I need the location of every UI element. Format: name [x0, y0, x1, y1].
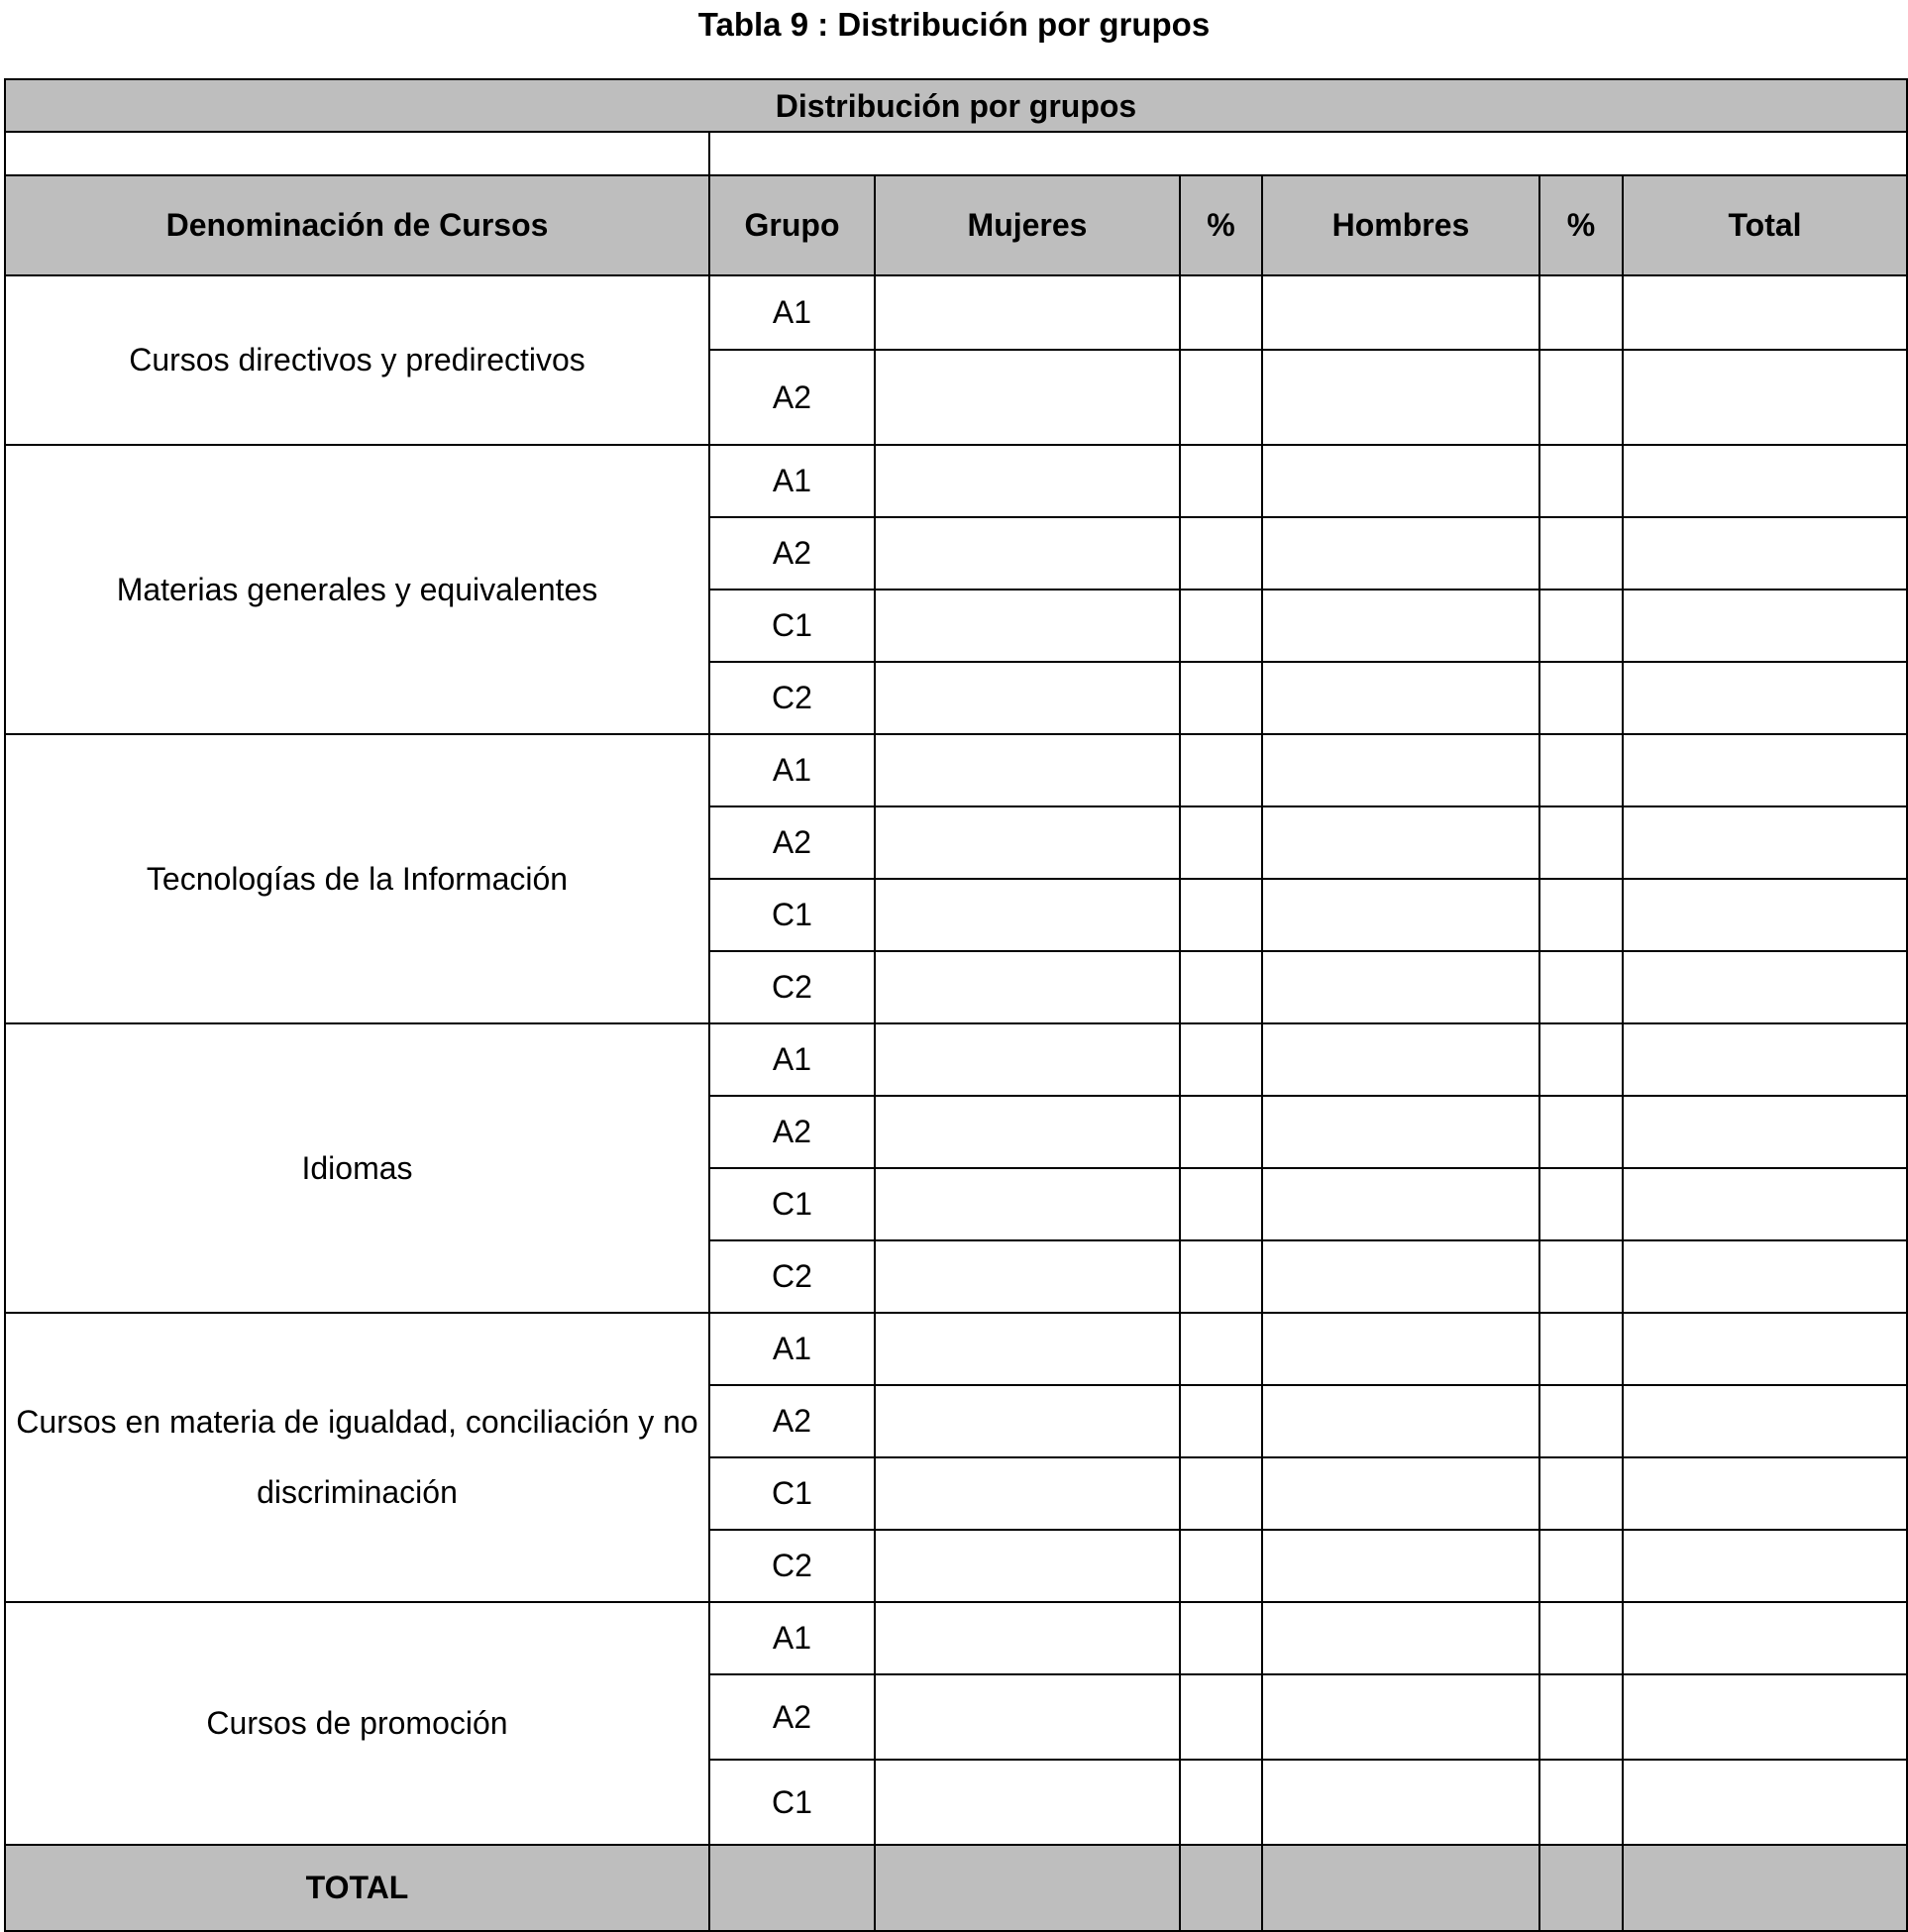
group-cell: C1 — [709, 590, 875, 662]
women-pct-cell — [1180, 1760, 1262, 1845]
total-group-cell — [709, 1845, 875, 1931]
women-pct-cell — [1180, 445, 1262, 517]
total-cell — [1623, 1240, 1907, 1313]
men-cell — [1262, 590, 1539, 662]
distribution-table — [4, 78, 1908, 1932]
group-cell: A1 — [709, 1602, 875, 1674]
men-cell — [1262, 517, 1539, 590]
group-cell: A2 — [709, 517, 875, 590]
women-cell — [875, 879, 1180, 951]
women-cell — [875, 1240, 1180, 1313]
women-cell — [875, 1168, 1180, 1240]
total-cell — [1623, 1530, 1907, 1602]
men-pct-cell — [1539, 1530, 1623, 1602]
group-cell: A2 — [709, 350, 875, 445]
total-cell — [1623, 517, 1907, 590]
men-pct-cell — [1539, 1385, 1623, 1457]
women-cell — [875, 350, 1180, 445]
spacer-cell — [709, 132, 1907, 175]
men-pct-cell — [1539, 1674, 1623, 1760]
group-cell: A1 — [709, 1023, 875, 1096]
header-group: Grupo — [709, 175, 875, 275]
total-men-pct-cell — [1539, 1845, 1623, 1931]
men-pct-cell — [1539, 879, 1623, 951]
men-pct-cell — [1539, 1457, 1623, 1530]
women-cell — [875, 1313, 1180, 1385]
men-cell — [1262, 1096, 1539, 1168]
table-row — [5, 1313, 1907, 1385]
men-cell — [1262, 879, 1539, 951]
women-cell — [875, 951, 1180, 1023]
total-cell — [1623, 734, 1907, 806]
total-cell — [1623, 275, 1907, 350]
total-cell — [1623, 879, 1907, 951]
men-pct-cell — [1539, 445, 1623, 517]
total-cell — [1623, 951, 1907, 1023]
men-pct-cell — [1539, 1023, 1623, 1096]
header-women: Mujeres — [875, 175, 1180, 275]
header-women-pct: % — [1180, 175, 1262, 275]
women-pct-cell — [1180, 275, 1262, 350]
women-cell — [875, 1760, 1180, 1845]
total-cell — [1623, 350, 1907, 445]
men-pct-cell — [1539, 1313, 1623, 1385]
header-total: Total — [1623, 175, 1907, 275]
men-cell — [1262, 1023, 1539, 1096]
men-cell — [1262, 1168, 1539, 1240]
women-cell — [875, 1457, 1180, 1530]
total-cell — [1623, 1760, 1907, 1845]
women-cell — [875, 445, 1180, 517]
women-pct-cell — [1180, 806, 1262, 879]
men-pct-cell — [1539, 1602, 1623, 1674]
header-men: Hombres — [1262, 175, 1539, 275]
men-cell — [1262, 662, 1539, 734]
total-cell — [1623, 590, 1907, 662]
women-pct-cell — [1180, 1457, 1262, 1530]
header-men-pct: % — [1539, 175, 1623, 275]
men-cell — [1262, 1240, 1539, 1313]
women-pct-cell — [1180, 662, 1262, 734]
men-cell — [1262, 1674, 1539, 1760]
group-cell: C2 — [709, 951, 875, 1023]
women-cell — [875, 1385, 1180, 1457]
group-cell: A2 — [709, 1385, 875, 1457]
men-cell — [1262, 1313, 1539, 1385]
group-cell: C2 — [709, 1240, 875, 1313]
men-pct-cell — [1539, 1168, 1623, 1240]
men-cell — [1262, 734, 1539, 806]
men-cell — [1262, 275, 1539, 350]
course-name: Cursos directivos y predirectivos — [5, 275, 709, 445]
women-cell — [875, 517, 1180, 590]
women-pct-cell — [1180, 1385, 1262, 1457]
total-cell — [1623, 1457, 1907, 1530]
table-banner: Distribución por grupos — [5, 79, 1907, 132]
total-cell — [1623, 1385, 1907, 1457]
course-name: Materias generales y equivalentes — [5, 445, 709, 734]
total-label: TOTAL — [5, 1845, 709, 1931]
men-cell — [1262, 350, 1539, 445]
course-name: Idiomas — [5, 1023, 709, 1313]
group-cell: C2 — [709, 662, 875, 734]
men-cell — [1262, 1602, 1539, 1674]
women-pct-cell — [1180, 1168, 1262, 1240]
group-cell: C2 — [709, 1530, 875, 1602]
group-cell: C1 — [709, 1168, 875, 1240]
men-pct-cell — [1539, 350, 1623, 445]
women-cell — [875, 662, 1180, 734]
course-name: Tecnologías de la Información — [5, 734, 709, 1023]
men-cell — [1262, 806, 1539, 879]
group-cell: A1 — [709, 1313, 875, 1385]
group-cell: A2 — [709, 1096, 875, 1168]
women-pct-cell — [1180, 951, 1262, 1023]
women-cell — [875, 1023, 1180, 1096]
women-cell — [875, 1602, 1180, 1674]
header-course: Denominación de Cursos — [5, 175, 709, 275]
group-cell: A1 — [709, 275, 875, 350]
women-cell — [875, 1096, 1180, 1168]
men-pct-cell — [1539, 275, 1623, 350]
women-pct-cell — [1180, 734, 1262, 806]
men-cell — [1262, 1530, 1539, 1602]
men-pct-cell — [1539, 1760, 1623, 1845]
table-row — [5, 275, 1907, 350]
women-pct-cell — [1180, 1096, 1262, 1168]
women-pct-cell — [1180, 1240, 1262, 1313]
women-cell — [875, 1530, 1180, 1602]
banner-row — [5, 79, 1907, 132]
men-pct-cell — [1539, 951, 1623, 1023]
men-cell — [1262, 1760, 1539, 1845]
table-row — [5, 445, 1907, 517]
women-cell — [875, 734, 1180, 806]
page-title: Tabla 9 : Distribución por grupos — [697, 6, 1211, 43]
total-total-cell — [1623, 1845, 1907, 1931]
total-women-pct-cell — [1180, 1845, 1262, 1931]
women-pct-cell — [1180, 1530, 1262, 1602]
group-cell: C1 — [709, 1760, 875, 1845]
course-name: Cursos en materia de igualdad, conciliación y no discriminación — [5, 1313, 709, 1602]
men-pct-cell — [1539, 662, 1623, 734]
women-pct-cell — [1180, 1602, 1262, 1674]
total-cell — [1623, 1168, 1907, 1240]
total-cell — [1623, 1602, 1907, 1674]
header-row — [5, 175, 1907, 275]
total-men-cell — [1262, 1845, 1539, 1931]
table-row — [5, 1023, 1907, 1096]
women-cell — [875, 590, 1180, 662]
group-cell: A2 — [709, 806, 875, 879]
group-cell: A1 — [709, 445, 875, 517]
women-cell — [875, 806, 1180, 879]
table-row — [5, 734, 1907, 806]
spacer-row — [5, 132, 1907, 175]
women-pct-cell — [1180, 879, 1262, 951]
women-cell — [875, 275, 1180, 350]
men-pct-cell — [1539, 590, 1623, 662]
men-pct-cell — [1539, 517, 1623, 590]
table-row — [5, 1602, 1907, 1674]
total-cell — [1623, 1096, 1907, 1168]
men-pct-cell — [1539, 1240, 1623, 1313]
women-pct-cell — [1180, 590, 1262, 662]
women-pct-cell — [1180, 517, 1262, 590]
women-cell — [875, 1674, 1180, 1760]
men-cell — [1262, 951, 1539, 1023]
total-row — [5, 1845, 1907, 1931]
spacer-cell — [5, 132, 709, 175]
group-cell: A2 — [709, 1674, 875, 1760]
total-cell — [1623, 445, 1907, 517]
women-pct-cell — [1180, 1313, 1262, 1385]
men-pct-cell — [1539, 1096, 1623, 1168]
men-pct-cell — [1539, 734, 1623, 806]
women-pct-cell — [1180, 1674, 1262, 1760]
men-cell — [1262, 445, 1539, 517]
women-pct-cell — [1180, 1023, 1262, 1096]
total-cell — [1623, 806, 1907, 879]
total-cell — [1623, 1674, 1907, 1760]
course-name: Cursos de promoción — [5, 1602, 709, 1845]
group-cell: A1 — [709, 734, 875, 806]
men-pct-cell — [1539, 806, 1623, 879]
group-cell: C1 — [709, 879, 875, 951]
total-women-cell — [875, 1845, 1180, 1931]
total-cell — [1623, 1023, 1907, 1096]
men-cell — [1262, 1385, 1539, 1457]
women-pct-cell — [1180, 350, 1262, 445]
total-cell — [1623, 1313, 1907, 1385]
group-cell: C1 — [709, 1457, 875, 1530]
men-cell — [1262, 1457, 1539, 1530]
total-cell — [1623, 662, 1907, 734]
